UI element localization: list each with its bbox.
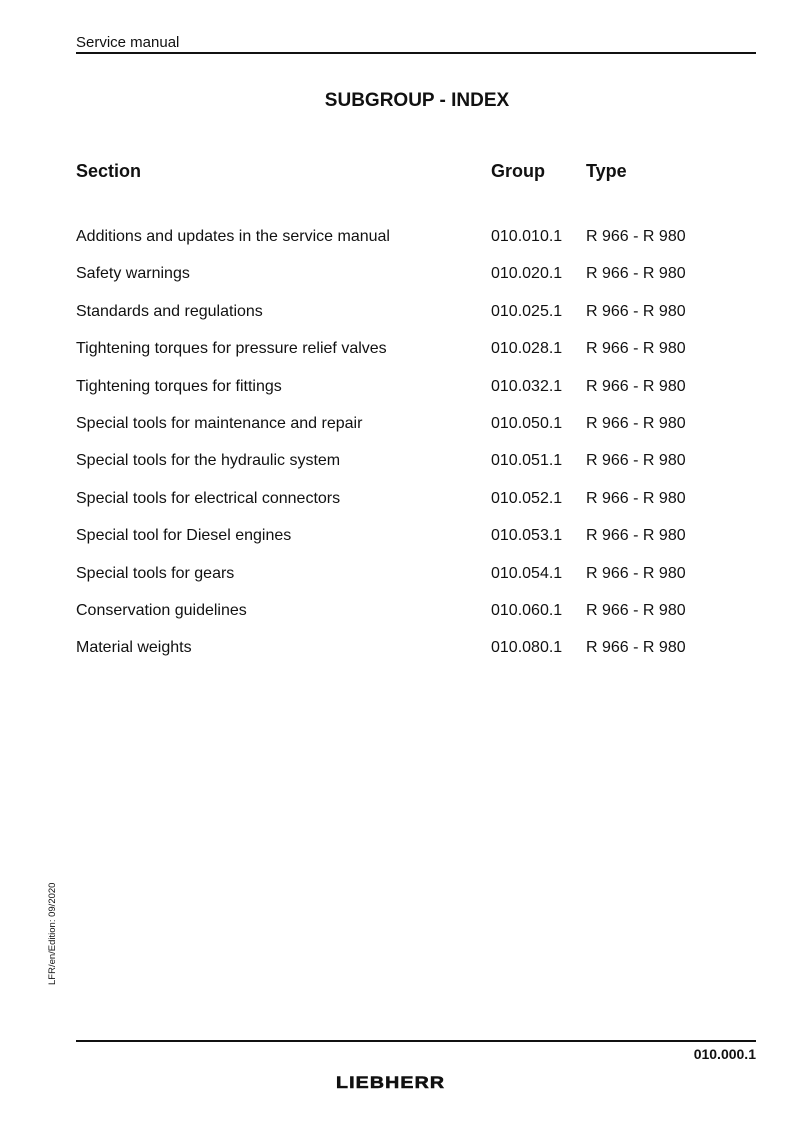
row-type: R 966 - R 980 <box>586 452 686 470</box>
row-group: 010.054.1 <box>491 564 563 582</box>
index-row <box>0 415 794 452</box>
edition-note: LFR/en/Edition: 09/2020 <box>47 882 58 985</box>
column-header-type: Type <box>586 161 627 181</box>
index-row <box>0 527 794 564</box>
row-group: 010.051.1 <box>491 452 563 470</box>
row-section: Conservation guidelines <box>76 601 247 619</box>
index-row <box>0 602 794 639</box>
row-section: Standards and regulations <box>76 302 263 320</box>
index-row <box>0 565 794 602</box>
row-section: Safety warnings <box>76 265 190 283</box>
row-group: 010.032.1 <box>491 377 563 395</box>
header-divider <box>76 52 756 54</box>
row-group: 010.050.1 <box>491 414 563 432</box>
index-row <box>0 378 794 415</box>
row-section: Special tools for gears <box>76 564 235 582</box>
index-row <box>0 265 794 302</box>
page-number: 010.000.1 <box>693 1046 756 1062</box>
row-group: 010.053.1 <box>491 527 563 545</box>
row-section: Tightening torques for pressure relief valves <box>76 340 387 358</box>
row-section: Tightening torques for fittings <box>76 377 282 395</box>
row-group: 010.028.1 <box>491 340 563 358</box>
row-section: Special tool for Diesel engines <box>76 527 292 545</box>
index-row <box>0 639 794 676</box>
row-group: 010.020.1 <box>491 265 563 283</box>
index-row <box>0 452 794 489</box>
row-group: 010.025.1 <box>491 302 563 320</box>
index-row <box>0 228 794 265</box>
row-group: 010.052.1 <box>491 489 563 507</box>
row-section: Special tools for the hydraulic system <box>76 452 341 470</box>
index-row <box>0 490 794 527</box>
row-section: Additions and updates in the service manual <box>76 228 390 245</box>
column-header-section: Section <box>76 161 142 181</box>
footer-divider <box>76 1040 756 1042</box>
row-type: R 966 - R 980 <box>586 489 686 507</box>
row-section: Material weights <box>76 639 192 657</box>
row-type: R 966 - R 980 <box>586 340 686 358</box>
header-title: Service manual <box>76 34 180 51</box>
row-type: R 966 - R 980 <box>586 527 686 545</box>
column-header-group: Group <box>491 161 545 181</box>
row-section: Special tools for maintenance and repair <box>76 414 363 432</box>
row-group: 010.010.1 <box>491 228 563 245</box>
row-type: R 966 - R 980 <box>586 564 686 582</box>
index-table <box>0 228 794 677</box>
index-row <box>0 340 794 377</box>
row-group: 010.080.1 <box>491 639 563 657</box>
page-title: SUBGROUP - INDEX <box>324 90 510 111</box>
row-type: R 966 - R 980 <box>586 228 686 245</box>
row-group: 010.060.1 <box>491 601 563 619</box>
row-type: R 966 - R 980 <box>586 377 686 395</box>
row-type: R 966 - R 980 <box>586 265 686 283</box>
row-type: R 966 - R 980 <box>586 639 686 657</box>
row-type: R 966 - R 980 <box>586 601 686 619</box>
row-section: Special tools for electrical connectors <box>76 489 341 507</box>
index-row <box>0 303 794 340</box>
row-type: R 966 - R 980 <box>586 302 686 320</box>
liebherr-logo: LIEBHERR <box>336 1073 446 1092</box>
row-type: R 966 - R 980 <box>586 414 686 432</box>
